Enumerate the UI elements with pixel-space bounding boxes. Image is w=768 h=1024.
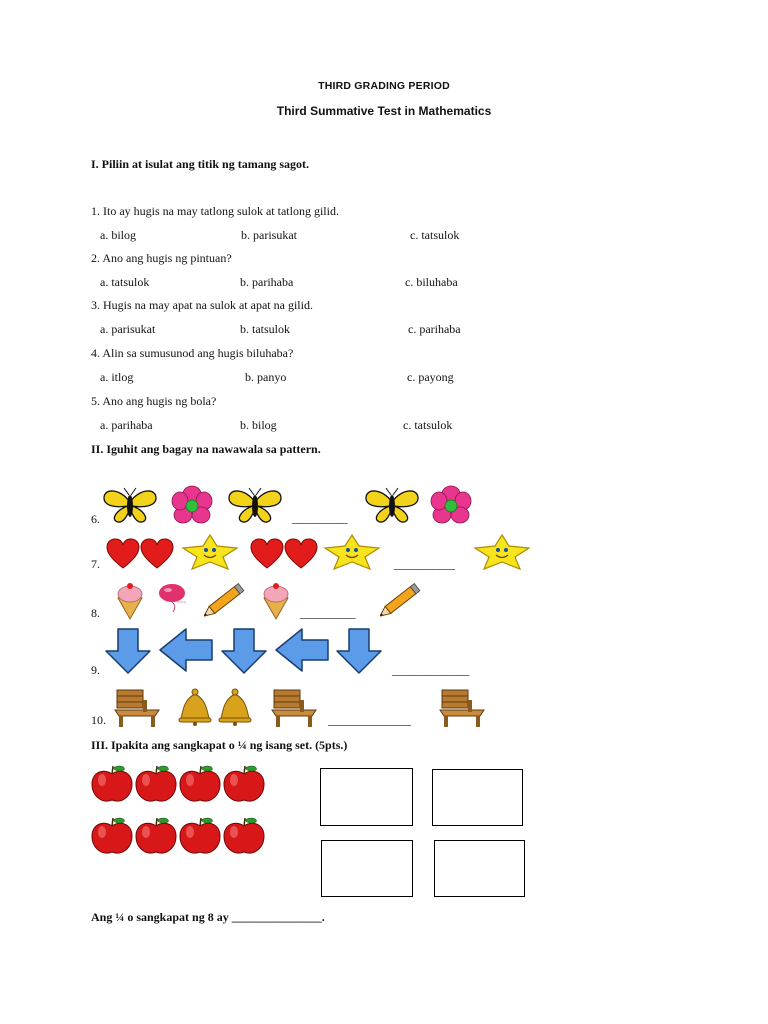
butterfly-icon xyxy=(225,486,285,526)
ice-cream-icon xyxy=(258,582,294,620)
star-face-icon xyxy=(322,533,382,571)
q3-choice-b: b. tatsulok xyxy=(240,322,290,336)
flower-icon xyxy=(170,485,214,527)
arrow-down-icon xyxy=(220,627,268,675)
q4-choice-c: c. payong xyxy=(407,370,454,384)
q2-choice-c: c. biluhaba xyxy=(405,275,458,289)
butterfly-icon xyxy=(100,486,160,526)
row-10-blank: _______________ xyxy=(328,713,411,727)
arrow-left-icon xyxy=(158,627,214,673)
bell-icon xyxy=(175,686,255,726)
heart-icon xyxy=(106,538,174,570)
apple-icon xyxy=(92,818,132,853)
q2-choice-b: b. parihaba xyxy=(240,275,294,289)
row-6-number: 6. xyxy=(91,512,100,526)
q3-choice-a: a. parisukat xyxy=(100,322,156,336)
arrow-down-icon xyxy=(104,627,152,675)
apple-set-drawing xyxy=(90,760,270,860)
flower-icon xyxy=(429,485,473,527)
answer-box-3[interactable] xyxy=(321,840,413,897)
q3-choice-c: c. parihaba xyxy=(408,322,461,336)
heart-icon xyxy=(250,538,318,570)
question-1: 1. Ito ay hugis na may tatlong sulok at tatlong gilid. xyxy=(91,204,339,218)
row-8-number: 8. xyxy=(91,606,100,620)
grading-period-heading: THIRD GRADING PERIOD xyxy=(318,80,450,92)
pencil-icon xyxy=(204,578,252,618)
arrow-left-icon xyxy=(274,627,330,673)
arrow-down-icon xyxy=(335,627,383,675)
answer-box-2[interactable] xyxy=(432,769,523,826)
chair-icon xyxy=(438,688,488,728)
answer-box-1[interactable] xyxy=(320,768,413,826)
test-title: Third Summative Test in Mathematics xyxy=(276,104,492,118)
q1-choice-a: a. bilog xyxy=(100,228,136,242)
part3-heading: III. Ipakita ang sangkapat o ¼ ng isang set. (5pts.) xyxy=(91,738,348,752)
chair-icon xyxy=(270,688,320,728)
row-7-number: 7. xyxy=(91,557,100,571)
balloon-icon xyxy=(155,582,193,614)
q4-choice-b: b. panyo xyxy=(245,370,287,384)
question-5: 5. Ano ang hugis ng bola? xyxy=(91,394,217,408)
q1-choice-c: c. tatsulok xyxy=(410,228,460,242)
apple-icon xyxy=(136,818,176,853)
row-6-blank: __________ xyxy=(292,511,347,525)
star-face-icon xyxy=(180,533,240,571)
star-face-icon xyxy=(472,533,532,571)
question-3: 3. Hugis na may apat na sulok at apat na gilid. xyxy=(91,298,313,312)
pencil-icon xyxy=(380,578,428,618)
answer-box-4[interactable] xyxy=(434,840,525,897)
apple-icon xyxy=(224,818,264,853)
ice-cream-icon xyxy=(112,582,148,620)
apple-icon xyxy=(180,766,220,801)
row-9-number: 9. xyxy=(91,663,100,677)
q5-choice-a: a. parihaba xyxy=(100,418,153,432)
row-10-number: 10. xyxy=(91,713,106,727)
row-8-blank: __________ xyxy=(300,606,355,620)
apple-icon xyxy=(136,766,176,801)
row-9-blank: ______________ xyxy=(392,663,469,677)
apple-set xyxy=(90,760,270,860)
butterfly-icon xyxy=(362,486,422,526)
part3-answer-line: Ang ¼ o sangkapat ng 8 ay _______________. xyxy=(91,910,325,924)
q5-choice-b: b. bilog xyxy=(240,418,277,432)
apple-icon xyxy=(180,818,220,853)
q5-choice-c: c. tatsulok xyxy=(403,418,453,432)
row-7-blank: ___________ xyxy=(394,557,455,571)
apple-icon xyxy=(224,766,264,801)
svg-text:~~~: ~~~ xyxy=(177,600,186,606)
question-4: 4. Alin sa sumusunod ang hugis biluhaba? xyxy=(91,346,294,360)
question-2: 2. Ano ang hugis ng pintuan? xyxy=(91,251,232,265)
q2-choice-a: a. tatsulok xyxy=(100,275,150,289)
apple-icon xyxy=(92,766,132,801)
chair-icon xyxy=(113,688,163,728)
part2-heading: II. Iguhit ang bagay na nawawala sa pattern. xyxy=(91,442,321,456)
part1-heading: I. Piliin at isulat ang titik ng tamang sagot. xyxy=(91,157,310,171)
q4-choice-a: a. itlog xyxy=(100,370,134,384)
q1-choice-b: b. parisukat xyxy=(241,228,297,242)
